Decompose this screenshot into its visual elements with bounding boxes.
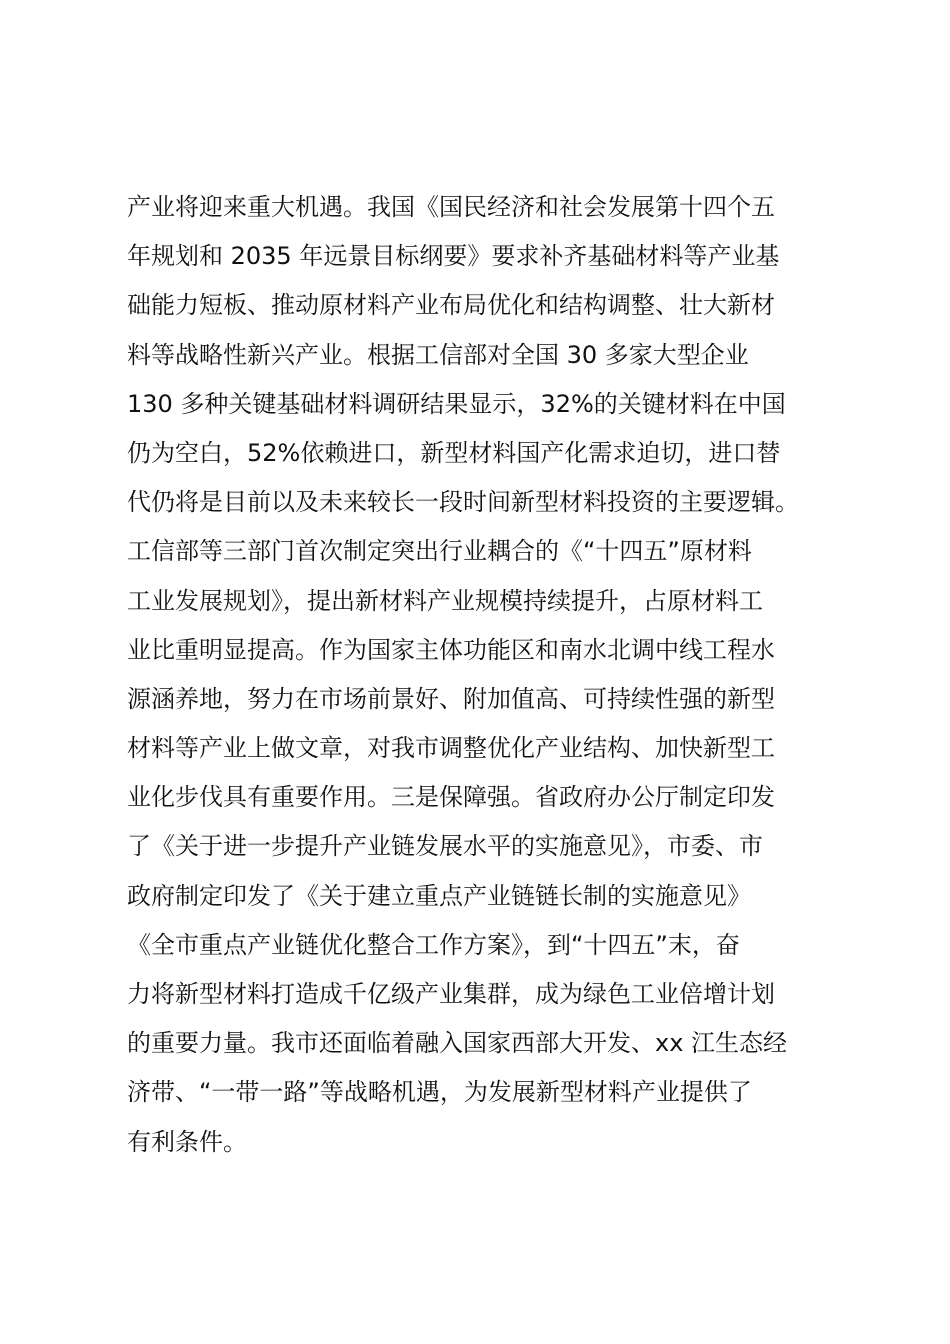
- body-paragraph: [127, 183, 847, 1167]
- text-line: 政府制定印发了《关于建立重点产业链链长制的实施意见》: [127, 881, 751, 910]
- text-line: 《全市重点产业链优化整合工作方案》，到“十四五”末，奋: [127, 930, 740, 959]
- text-line: 有利条件。: [127, 1127, 247, 1156]
- text-line: 料等战略性新兴产业。根据工信部对全国 30 多家大型企业: [127, 340, 749, 369]
- text-line: 代仍将是目前以及未来较长一段时间新型材料投资的主要逻辑。: [127, 488, 799, 517]
- text-line: 了《关于进一步提升产业链发展水平的实施意见》，市委、市: [127, 832, 763, 861]
- text-line: 的重要力量。我市还面临着融入国家西部大开发、xx 江生态经: [127, 1029, 788, 1058]
- text-line: 源涵养地，努力在市场前景好、附加值高、可持续性强的新型: [127, 684, 775, 713]
- text-line: 产业将迎来重大机遇。我国《国民经济和社会发展第十四个五: [127, 193, 775, 221]
- text-line: 130 多种关键基础材料调研结果显示，32%的关键材料在中国: [127, 389, 786, 418]
- text-line: 业化步伐具有重要作用。三是保障强。省政府办公厅制定印发: [127, 783, 775, 812]
- text-line: 工业发展规划》，提出新材料产业规模持续提升，占原材料工: [127, 586, 763, 615]
- text-line: 工信部等三部门首次制定突出行业耦合的《“十四五”原材料: [127, 537, 752, 566]
- text-line: 础能力短板、推动原材料产业布局优化和结构调整、壮大新材: [127, 291, 775, 320]
- text-line: 济带、“一带一路”等战略机遇，为发展新型材料产业提供了: [127, 1078, 752, 1107]
- text-line: 年规划和 2035 年远景目标纲要》要求补齐基础材料等产业基: [127, 242, 780, 271]
- text-line: 仍为空白，52%依赖进口，新型材料国产化需求迫切，进口替: [127, 438, 781, 467]
- text-line: 业比重明显提高。作为国家主体功能区和南水北调中线工程水: [127, 635, 775, 664]
- text-line: 力将新型材料打造成千亿级产业集群，成为绿色工业倍增计划: [127, 980, 775, 1008]
- text-line: 材料等产业上做文章，对我市调整优化产业结构、加快新型工: [127, 734, 775, 763]
